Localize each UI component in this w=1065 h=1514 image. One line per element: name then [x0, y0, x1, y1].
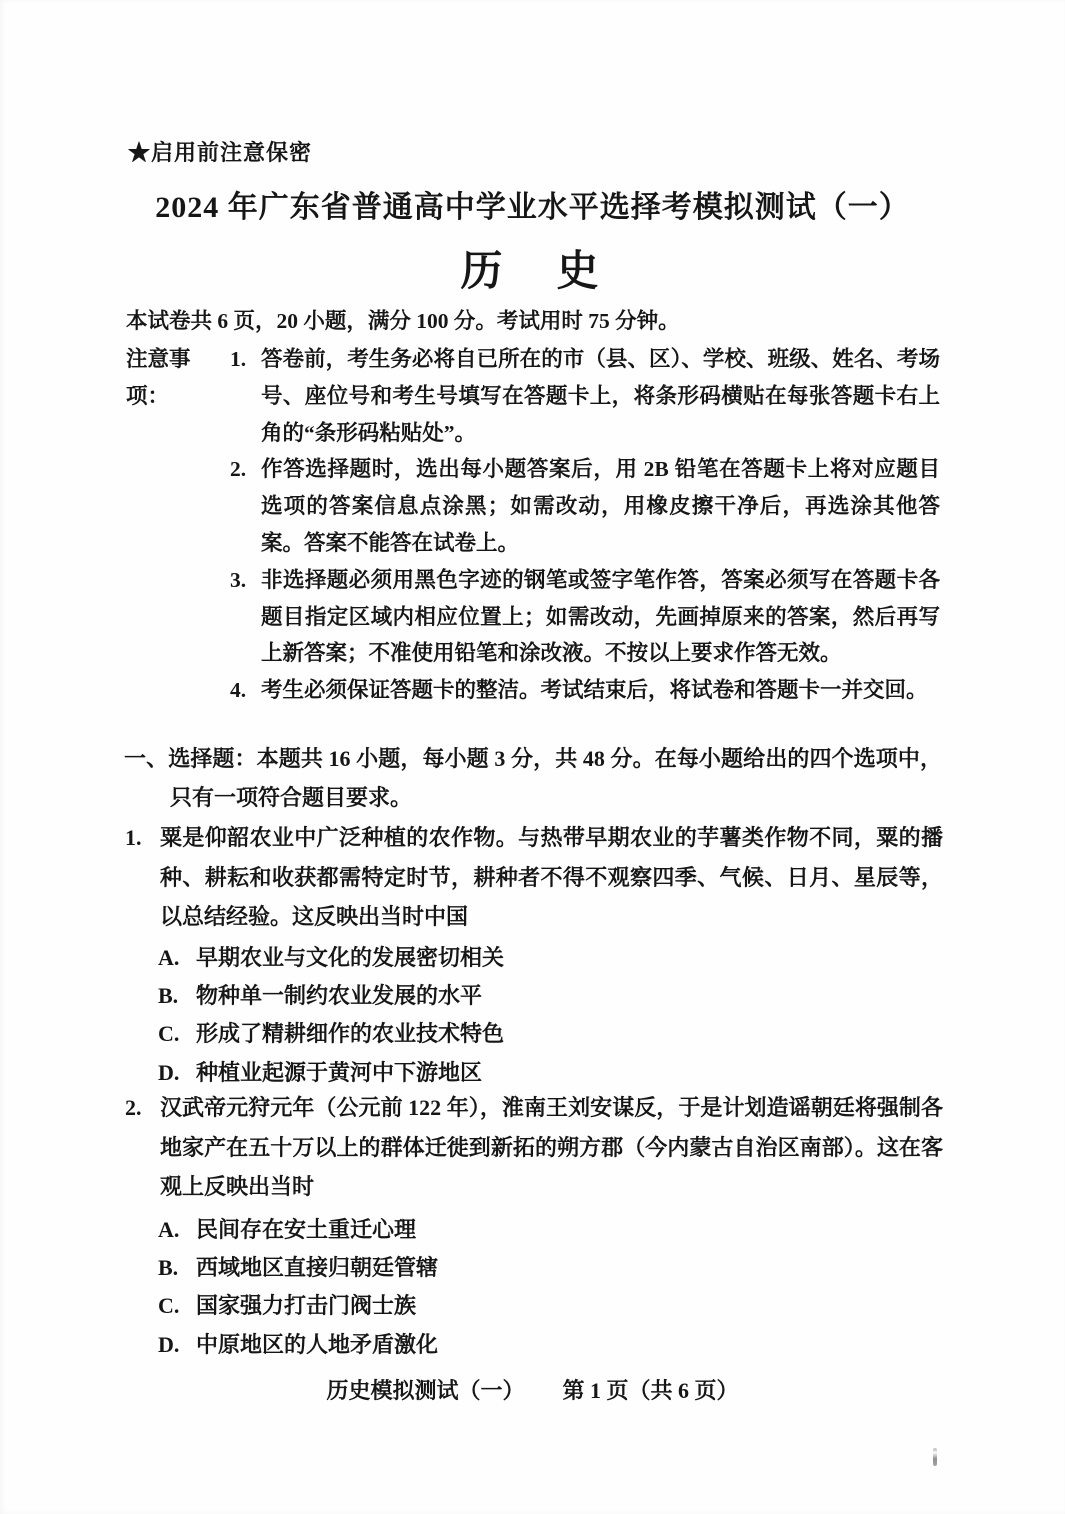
- question-1-stem-row: [125, 818, 943, 937]
- footer-doc-label: 历史模拟测试（一）: [326, 1378, 525, 1403]
- question-number: 1.: [125, 825, 142, 850]
- exam-info-line: 本试卷共 6 页，20 小题，满分 100 分。考试用时 75 分钟。: [126, 309, 680, 333]
- question-stem: 粟是仰韶农业中广泛种植的农作物。与热带早期农业的芋薯类作物不同，粟的播种、耕耘和收获都需特定时节，耕种者不得不观察四季、气候、日月、星辰等，以总结经验。这反映出当时中国: [160, 825, 943, 929]
- subject-title: 历 史: [460, 249, 605, 295]
- question-number: 2.: [125, 1095, 142, 1120]
- option-label: B.: [158, 982, 179, 1008]
- option-text: 物种单一制约农业发展的水平: [196, 982, 483, 1008]
- option-c: [158, 1015, 943, 1053]
- option-text: 民间存在安土重迁心理: [196, 1216, 417, 1242]
- note-item: [230, 672, 940, 709]
- note-text: 作答选择题时，选出每小题答案后，用 2B 铅笔在答题卡上将对应题目选项的答案信息点涂黑；如需改动，用橡皮擦干净后，再选涂其他答案。答案不能答在试卷上。: [261, 457, 940, 555]
- option-label: C.: [158, 1021, 180, 1047]
- scan-artifact: [933, 1448, 937, 1466]
- option-d: [158, 1326, 943, 1364]
- option-text: 早期农业与文化的发展密切相关: [196, 944, 505, 970]
- question-2-options: [158, 1211, 943, 1365]
- note-text: 非选择题必须用黑色字迹的钢笔或签字笔作答，答案必须写在答题卡各题目指定区域内相应位置上；如需改动，先画掉原来的答案，然后再写上新答案；不准使用铅笔和涂改液。不按以上要求作答无效。: [261, 567, 940, 666]
- option-text: 种植业起源于黄河中下游地区: [196, 1059, 483, 1085]
- note-number: 3.: [230, 567, 247, 592]
- section-heading: 一、选择题：本题共 16 小题，每小题 3 分，共 48 分。在每小题给出的四个选项中，只有一项符合题目要求。: [124, 746, 942, 810]
- exam-title: 2024 年广东省普通高中学业水平选择考模拟测试（一）: [155, 191, 910, 224]
- option-text: 西域地区直接归朝廷管辖: [196, 1254, 439, 1280]
- option-a: [158, 1211, 943, 1249]
- option-text: 形成了精耕细作的农业技术特色: [196, 1021, 505, 1047]
- question-1: [125, 818, 943, 1092]
- footer-page-number: 第 1 页（共 6 页）: [562, 1378, 739, 1403]
- note-number: 4.: [230, 678, 247, 703]
- option-label: A.: [158, 944, 180, 970]
- notes-label: 注意事项：: [126, 347, 191, 408]
- question-1-options: [158, 939, 943, 1093]
- option-a: [158, 939, 943, 977]
- note-number: 2.: [230, 457, 247, 482]
- option-text: 中原地区的人地矛盾激化: [196, 1331, 439, 1357]
- note-item: [230, 341, 940, 451]
- note-text: 答卷前，考生务必将自已所在的市（县、区）、学校、班级、姓名、考场号、座位号和考生号填写在答题卡上，将条形码横贴在每张答题卡右上角的“条形码粘贴处”。: [261, 347, 940, 445]
- notes-section: [126, 341, 940, 709]
- option-text: 国家强力打击门阀士族: [196, 1293, 417, 1319]
- question-stem: 汉武帝元狩元年（公元前 122 年），淮南王刘安谋反，于是计划造谣朝廷将强制各地家产在五十万以上的群体迁徙到新拓的朔方郡（今内蒙古自治区南部）。这在客观上反映出当时: [160, 1095, 943, 1199]
- note-text: 考生必须保证答题卡的整洁。考试结束后，将试卷和答题卡一并交回。: [261, 678, 928, 703]
- page-footer: [0, 1374, 1065, 1405]
- option-b: [158, 977, 943, 1015]
- note-item: [230, 562, 940, 672]
- option-label: D.: [158, 1331, 180, 1357]
- option-label: A.: [158, 1216, 180, 1242]
- security-notice: ★启用前注意保密: [128, 140, 313, 165]
- question-2: [125, 1088, 943, 1364]
- option-label: D.: [158, 1059, 180, 1085]
- option-label: B.: [158, 1254, 179, 1280]
- option-label: C.: [158, 1293, 180, 1319]
- notes-list: [230, 341, 940, 709]
- option-c: [158, 1287, 943, 1325]
- note-item: [230, 451, 940, 561]
- option-d: [158, 1054, 943, 1092]
- note-number: 1.: [230, 347, 247, 371]
- question-2-stem-row: [125, 1088, 943, 1207]
- option-b: [158, 1249, 943, 1287]
